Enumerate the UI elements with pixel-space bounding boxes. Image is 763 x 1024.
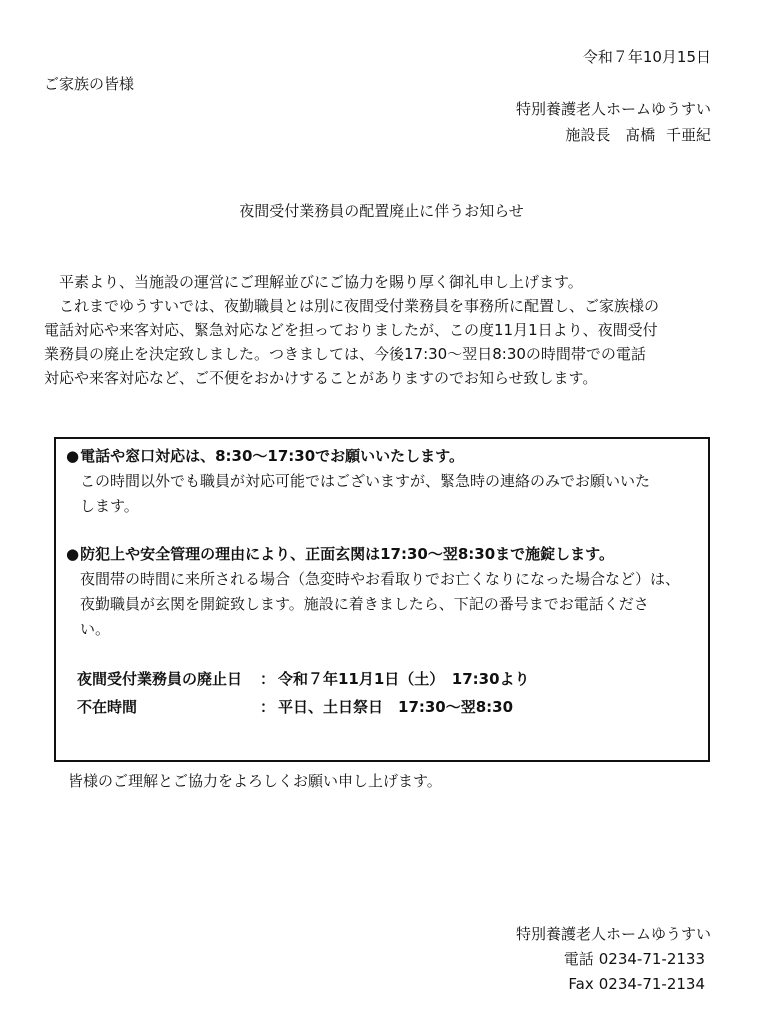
signer-role: 施設長	[565, 126, 611, 144]
notice-heading	[66, 542, 698, 567]
detail-label: 不在時間	[77, 698, 138, 716]
notice-section-hours	[66, 444, 698, 519]
detail-value: 平日、土日祭日 17:30～翌8:30	[278, 698, 514, 716]
detail-value: 令和７年11月1日（土） 17:30より	[278, 670, 530, 688]
phone-number: 0234-71-2133	[598, 950, 705, 968]
detail-row-abolition-date	[77, 665, 530, 693]
notice-heading	[66, 444, 698, 469]
notice-section-security	[66, 542, 698, 642]
phone-label: 電話	[563, 950, 594, 968]
signer-surname: 髙橋	[625, 126, 656, 144]
intro-line: 平素より、当施設の運営にご理解並びにご協力を賜り厚く御礼申し上げます。	[44, 273, 583, 291]
recipient: ご家族の皆様	[44, 75, 135, 93]
fax-label: Fax	[568, 975, 594, 993]
notice-body-line: 夜勤職員が玄関を開錠致します。施設に着きましたら、下記の番号までお電話くださ	[80, 595, 649, 613]
document-title: 夜間受付業務員の配置廃止に伴うお知らせ	[239, 202, 524, 220]
notice-body-line: します。	[80, 497, 139, 515]
intro-line: 電話対応や来客対応、緊急対応などを担っておりましたが、この度11月1日より、夜間受付	[44, 321, 658, 339]
detail-label: 夜間受付業務員の廃止日	[77, 670, 243, 688]
signer-given-name: 千亜紀	[665, 126, 711, 144]
notice-details	[77, 665, 530, 721]
bullet-icon: ●	[66, 545, 80, 563]
intro-line: 対応や来客対応など、ご不便をおかけすることがありますのでお知らせ致します。	[44, 369, 598, 387]
notice-body-line: い。	[80, 620, 111, 638]
notice-body	[80, 469, 698, 519]
closing-remark: 皆様のご理解とご協力をよろしくお願い申し上げます。	[68, 772, 442, 790]
footer-org-name: 特別養護老人ホームゆうすい	[515, 925, 711, 943]
sender-org-name: 特別養護老人ホームゆうすい	[515, 100, 711, 118]
fax-number: 0234-71-2134	[598, 975, 705, 993]
detail-separator: ：	[260, 670, 276, 688]
intro-line: これまでゆうすいでは、夜勤職員とは別に夜間受付業務員を事務所に配置し、ご家族様の	[44, 297, 660, 315]
detail-row-absence-time	[77, 693, 530, 721]
notice-box	[54, 437, 710, 762]
notice-heading-text: 防犯上や安全管理の理由により、正面玄関は17:30～翌8:30まで施錠します。	[80, 545, 614, 563]
bullet-icon: ●	[66, 447, 80, 465]
intro-paragraph	[44, 270, 724, 390]
footer-fax	[568, 977, 705, 992]
notice-heading-text: 電話や窓口対応は、8:30～17:30でお願いいたします。	[80, 447, 464, 465]
notice-body-line: 夜間帯の時間に来所される場合（急変時やお看取りでお亡くなりになった場合など）は、	[80, 570, 681, 588]
footer-phone	[564, 952, 705, 967]
signer	[565, 128, 711, 143]
notice-body	[80, 567, 698, 642]
notice-body-line: この時間以外でも職員が対応可能ではございますが、緊急時の連絡のみでお願いいた	[80, 472, 651, 490]
intro-line: 業務員の廃止を決定致しました。つきましては、今後17:30～翌日8:30の時間帯での電話	[44, 345, 646, 363]
document-date: 令和７年10月15日	[582, 48, 711, 66]
detail-separator: ：	[260, 698, 276, 716]
